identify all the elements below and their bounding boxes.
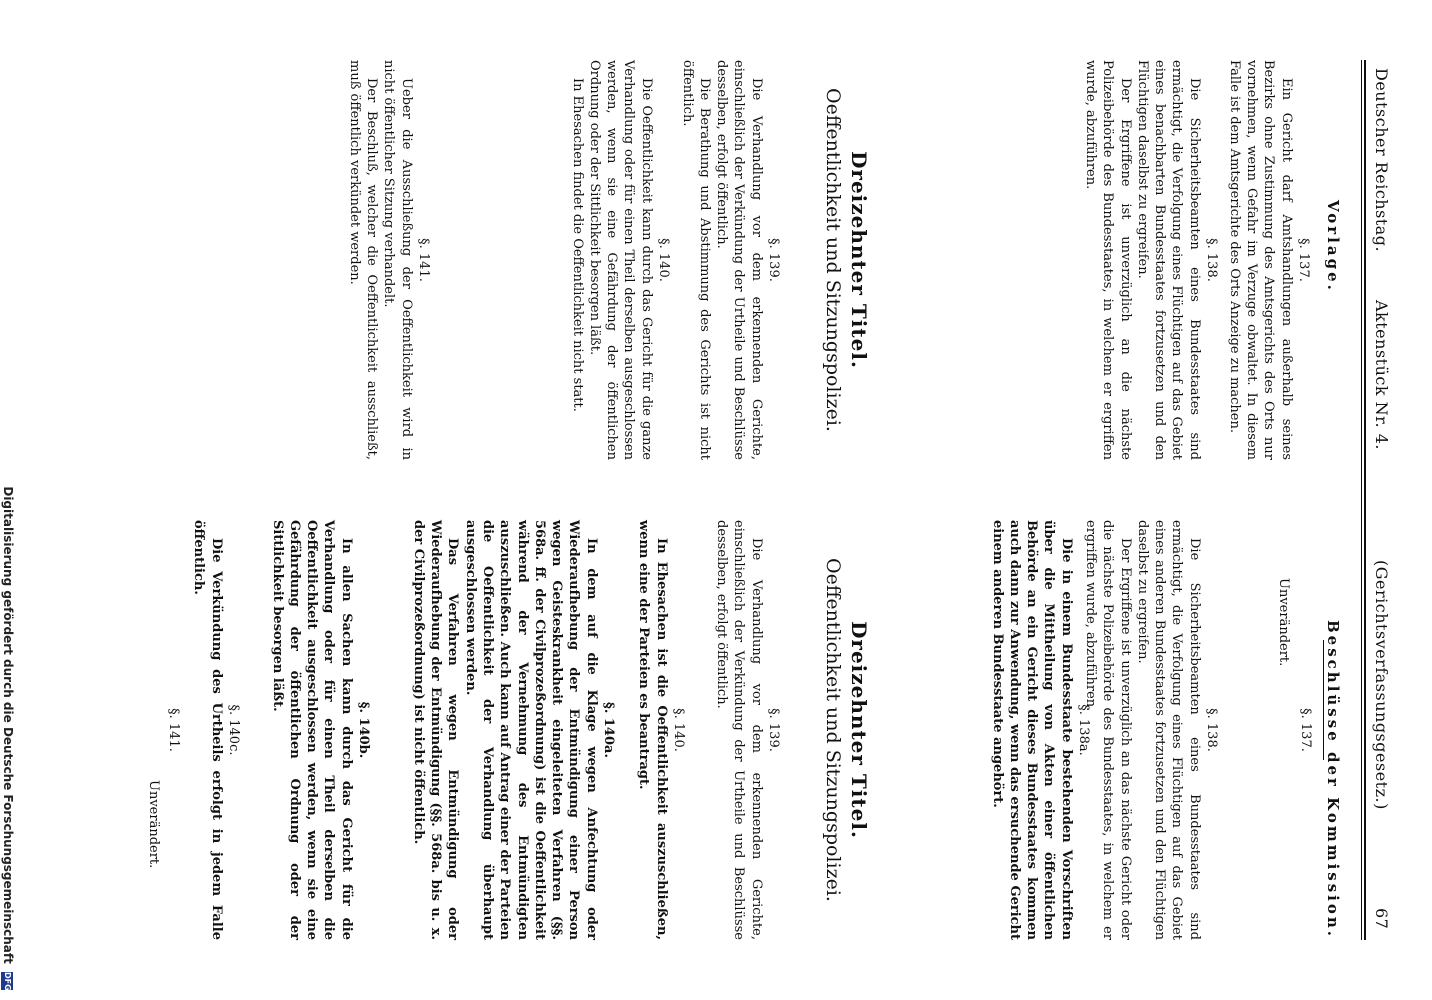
paragraph: Der Ergriffene ist unverzüglich an das nächste Gericht oder die nächste Polizeibehörde des Bundesstaates, in welchem er ergriffen wurde, abzuführen.	[1083, 520, 1133, 940]
paragraph: In Ehesachen ist die Oeffentlichkeit auszuschließen, wenn eine der Parteien es beantragt.	[636, 520, 669, 940]
title-block-kommission	[820, 520, 872, 940]
section-138a-kommission	[988, 520, 1092, 940]
header-left: Deutscher Reichstag.	[1372, 68, 1391, 253]
section-141-vorlage	[346, 60, 432, 460]
header-right: (Gerichtsverfassungsgesetz.)	[1372, 560, 1391, 810]
section-140b-kommission	[268, 520, 372, 940]
paragraph: Die Verhandlung vor dem erkennenden Gerichte, einschließlich der Verkündung der Urtheile und Beschlüsse desselben, erfolgt öffentlich.	[714, 60, 764, 460]
title: Dreizehnter Titel.	[847, 151, 871, 369]
section-label: §. 141.	[166, 708, 181, 752]
paragraph: Das Verfahren wegen Entmündigung oder Wiederaufhebung der Entmündigung (§§. 568a. bis u. x. der Civilprozeßordnung) ist nicht öffentlich.	[410, 520, 461, 940]
paragraph: In dem auf die Klage wegen Anfechtung oder Wiederaufhebung der Entmündigung einer Person wegen Geisteskrankheit eingeleiteten Verfahren (§§. 568a. ff. der Civilprozeßordnung) ist die Oeffentlichkeit während der Vernehmung des Entmündigten auszuschließen. Auch kann auf Antrag einer der Parteien die Oeffentlichkeit der Verhandlung überhaupt ausgeschlossen werden.	[462, 520, 599, 940]
unchanged-141: Unverändert.	[146, 780, 161, 869]
header-rule	[1364, 60, 1366, 940]
section-label: §. 141.	[416, 238, 431, 282]
section-140-vorlage	[568, 60, 672, 460]
section-label: §. 139.	[766, 708, 781, 752]
paragraph: In allen Sachen kann durch das Gericht für die Verhandlung oder für einen Theil derselben die Oeffentlichkeit ausgeschlossen werden, wenn sie eine Gefährdung der öffentlichen Ordnung oder der Sittlichkeit besorgen läßt.	[269, 520, 354, 940]
section-label: §. 140a.	[601, 702, 616, 758]
section-label: §. 138.	[1204, 708, 1219, 752]
section-140-kommission	[635, 520, 687, 940]
section-138-kommission	[1082, 520, 1220, 940]
column-heading-kommission: Beschlüsse der Kommission.	[1324, 620, 1342, 939]
section-141-kommission	[165, 520, 182, 940]
digitization-text: Digitalisierung gefördert durch die Deutsche Forschungsgemeinschaft	[1, 486, 15, 964]
section-label: §. 138a.	[1076, 704, 1091, 756]
title-block-vorlage	[820, 60, 872, 460]
paragraph: Die Sicherheitsbeamten eines Bundesstaates sind ermächtigt, die Verfolgung eines Flüchtigen auf das Gebiet eines benachbarten Bundesstaates fortzusetzen und den Flüchtigen daselbst zu ergreifen.	[1134, 60, 1202, 460]
title: Dreizehnter Titel.	[847, 621, 871, 839]
section-139-kommission	[713, 520, 782, 940]
unchanged-137: Unverändert.	[1276, 578, 1291, 667]
dfg-logo-icon: DFG	[3, 972, 13, 991]
section-label: §. 140b.	[356, 701, 371, 759]
section-137-kommission	[1297, 520, 1314, 940]
paragraph: Der Ergriffene ist unverzüglich an die nächste Polizeibehörde des Bundesstaates, in welchem er ergriffen wurde, abzuführen.	[1083, 60, 1133, 460]
section-label: §. 139.	[766, 238, 781, 282]
section-137-vorlage	[1226, 60, 1312, 460]
paragraph: Die Verhandlung vor dem erkennenden Gerichte, einschließlich der Verkündung der Urtheile und Beschlüsse desselben, erfolgt öffentlich.	[714, 520, 764, 940]
digitization-note	[0, 0, 15, 1000]
section-label: §. 140.	[656, 238, 671, 282]
section-label: §. 137.	[1296, 238, 1311, 282]
section-label: §. 138.	[1204, 238, 1219, 282]
column-heading-vorlage: Vorlage.	[1324, 200, 1342, 293]
section-140a-kommission	[410, 520, 617, 940]
paragraph: Die in einem Bundesstaate bestehenden Vorschriften über die Mittheilung von Akten einer öffentlichen Behörde an ein Gericht dieses Bundesstaates kommen auch dann zur Anwendung, wenn das ersuchende Gericht einem anderen Bundesstaate angehört.	[989, 520, 1074, 940]
section-138-vorlage	[1082, 60, 1220, 460]
section-139-vorlage	[678, 60, 782, 460]
section-label: §. 137.	[1298, 708, 1313, 752]
paragraph: Der Beschluß, welcher die Oeffentlichkeit ausschließt, muß öffentlich verkündet werden.	[346, 60, 380, 460]
paragraph: In Ehesachen findet die Oeffentlichkeit nicht statt.	[569, 78, 585, 412]
paragraph: Ueber die Ausschließung der Oeffentlichkeit wird in nicht öffentlicher Sitzung verhandelt.	[381, 60, 414, 460]
paragraph: Die Oeffentlichkeit kann durch das Gericht für die ganze Verhandlung oder für einen Theil derselben ausgeschlossen werden, wenn sie eine Gefährdung der öffentlichen Ordnung oder der Sittlichkeit besorgen läßt.	[586, 60, 654, 460]
section-label: §. 140.	[671, 708, 686, 752]
column-heading-rule	[1323, 640, 1324, 760]
section-label: §. 140c.	[226, 704, 241, 756]
paragraph: Ein Gericht darf Amtshandlungen außerhalb seines Bezirks ohne Zustimmung des Amtsgerichts des Orts nur vornehmen, wenn Gefahr im Verzuge obwaltet. In diesem Falle ist dem Amtsgerichte des Orts Anzeige zu machen.	[1226, 60, 1294, 460]
subtitle: Oeffentlichkeit und Sitzungspolizei.	[822, 88, 845, 432]
header-rule-thin	[1361, 60, 1362, 940]
subtitle: Oeffentlichkeit und Sitzungspolizei.	[822, 558, 845, 902]
paragraph: Die Verkündung des Urtheils erfolgt in jedem Falle öffentlich.	[191, 520, 224, 940]
page-number: 67	[1372, 908, 1391, 930]
paragraph: Die Berathung und Abstimmung des Gerichts ist nicht öffentlich.	[679, 60, 712, 460]
paragraph: Die Sicherheitsbeamten eines Bundesstaates sind ermächtigt, die Verfolgung eines Flüchtigen auf das Gebiet eines anderen Bundesstaates fortzusetzen und den Flüchtigen daselbst zu ergreifen.	[1134, 520, 1202, 940]
header-middle: Aktenstück Nr. 4.	[1372, 300, 1391, 450]
section-140c-kommission	[190, 520, 242, 940]
